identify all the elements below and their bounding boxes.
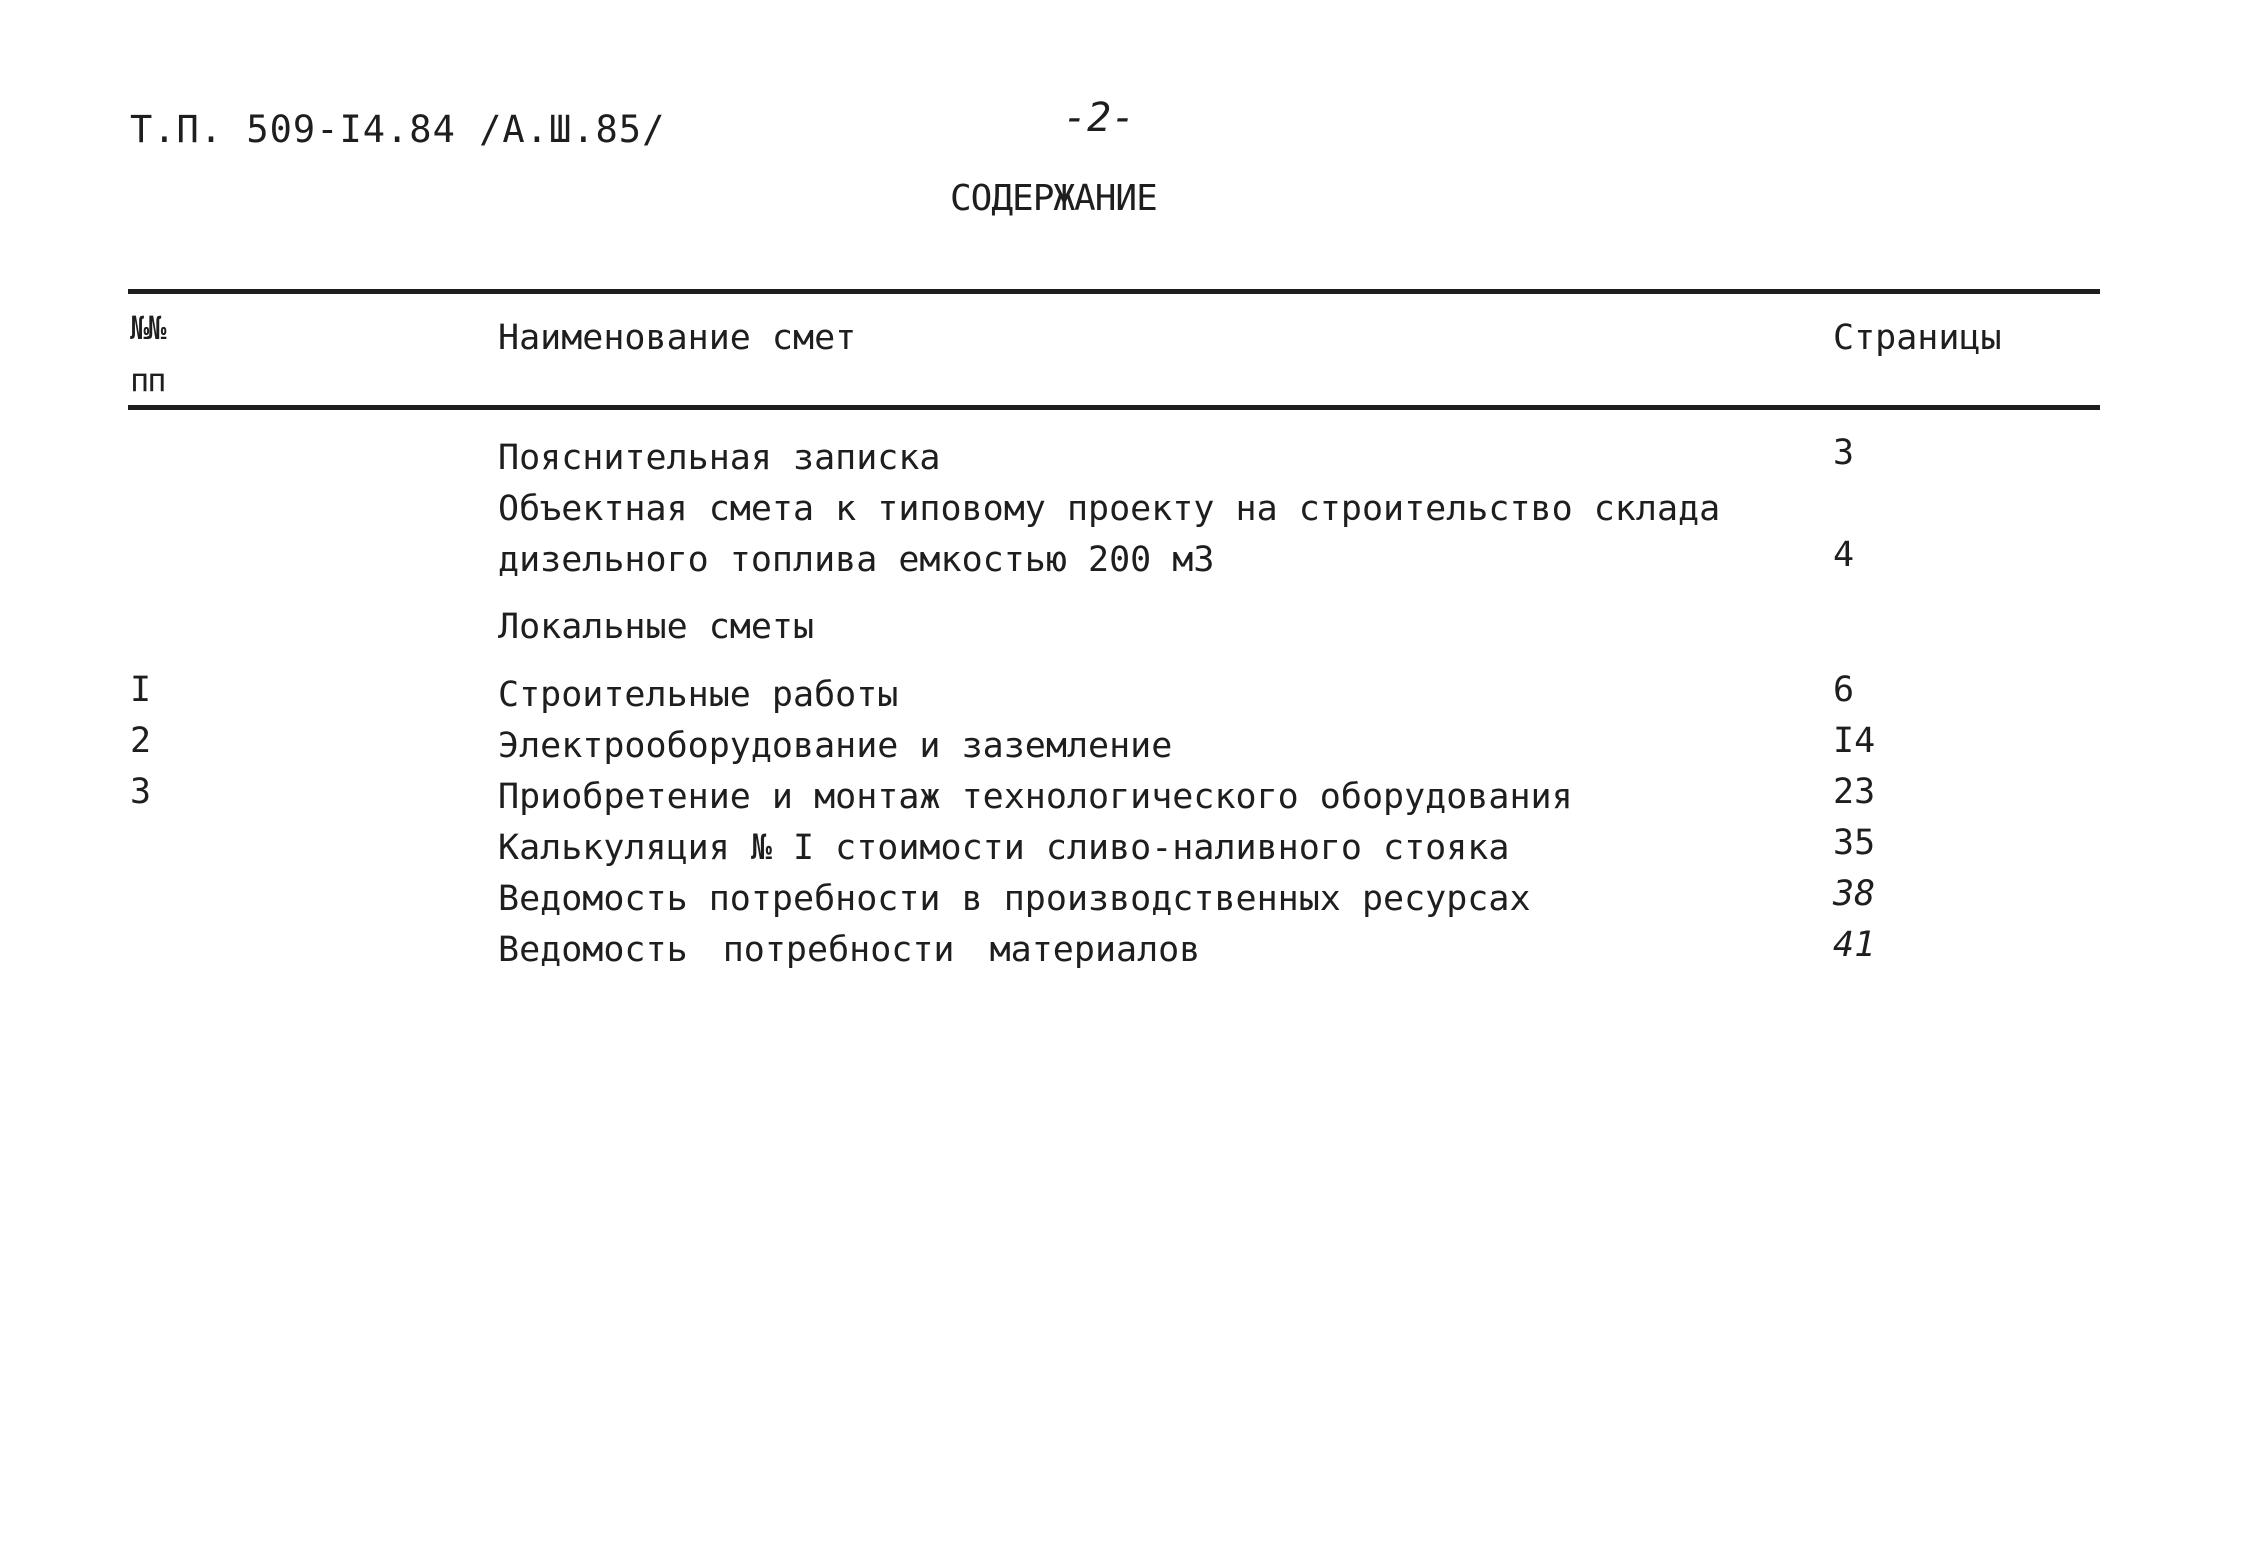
row-number: 2 xyxy=(130,721,152,761)
row-name: Приобретение и монтаж технологического оборудования xyxy=(498,777,1573,817)
row-name: Калькуляция № I стоимости сливо-наливного стояка xyxy=(498,828,1510,868)
row-number: 3 xyxy=(130,772,152,812)
page-title: СОДЕРЖАНИЕ xyxy=(950,178,1157,219)
column-header-number-line2: пп xyxy=(130,361,165,399)
row-name: Объектная смета к типовому проекту на строительство склада дизельного топлива емкостью 200 м3 xyxy=(498,489,1721,580)
row-page: 23 xyxy=(1833,772,1876,812)
column-header-number xyxy=(130,302,165,406)
column-header-pages: Страницы xyxy=(1833,318,2002,358)
row-page: I4 xyxy=(1833,721,1876,761)
row-page: 35 xyxy=(1833,823,1876,863)
row-page: 41 xyxy=(1833,925,1876,965)
page-number: -2- xyxy=(1063,95,1136,141)
row-name: Пояснительная записка xyxy=(498,438,941,478)
row-page: 4 xyxy=(1833,535,1855,575)
row-page: 3 xyxy=(1833,433,1855,473)
table-header-rule xyxy=(128,405,2100,410)
row-page: 6 xyxy=(1833,670,1855,710)
document-code: Т.П. 509-I4.84 /А.Ш.85/ xyxy=(130,108,666,151)
row-name: Электрооборудование и заземление xyxy=(498,726,1173,766)
row-page: 38 xyxy=(1833,874,1876,914)
row-name: Ведомость потребности материалов xyxy=(498,930,1201,970)
row-number: I xyxy=(130,670,152,710)
column-header-name: Наименование смет xyxy=(498,318,857,358)
row-name: Строительные работы xyxy=(498,675,899,715)
row-name: Локальные сметы xyxy=(498,607,815,647)
column-header-number-line1: №№ xyxy=(130,309,165,347)
table-top-rule xyxy=(128,289,2100,294)
row-name: Ведомость потребности в производственных ресурсах xyxy=(498,879,1531,919)
